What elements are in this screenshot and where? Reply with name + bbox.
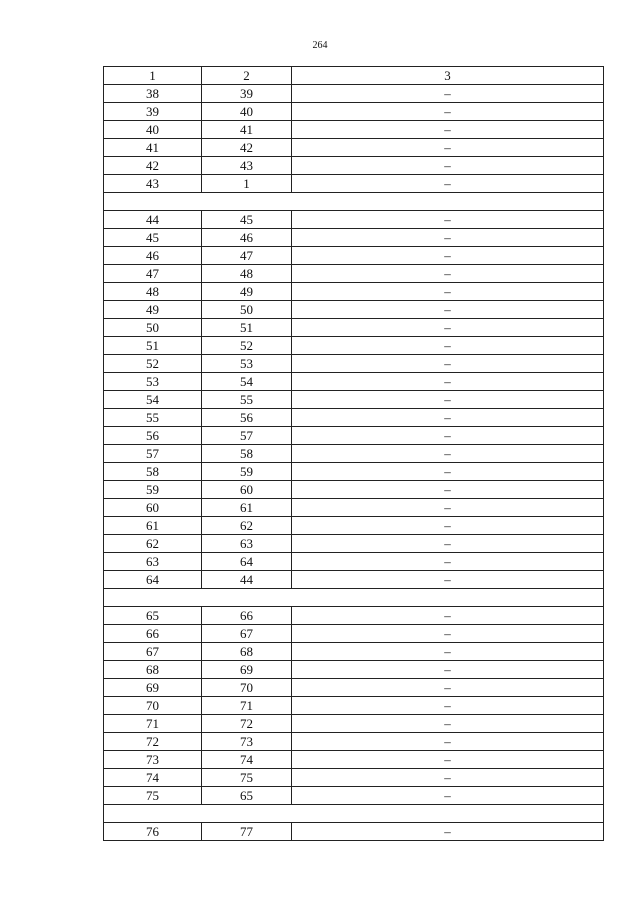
table-row bbox=[104, 661, 604, 679]
table-cell-col-3: – bbox=[292, 121, 604, 139]
table-cell-col-3: – bbox=[292, 337, 604, 355]
table-row bbox=[104, 643, 604, 661]
table-cell-col-1: 48 bbox=[104, 283, 202, 301]
table-cell-col-3: – bbox=[292, 679, 604, 697]
table-cell-col-2: 56 bbox=[202, 409, 292, 427]
table-row bbox=[104, 319, 604, 337]
table-cell-col-1: 59 bbox=[104, 481, 202, 499]
table-cell-col-3: – bbox=[292, 643, 604, 661]
table-cell-col-3: – bbox=[292, 427, 604, 445]
table-cell-col-3: – bbox=[292, 787, 604, 805]
table-cell-col-3: – bbox=[292, 247, 604, 265]
table-cell-col-1: 71 bbox=[104, 715, 202, 733]
table-cell-col-2: 51 bbox=[202, 319, 292, 337]
table-cell-col-2: 73 bbox=[202, 733, 292, 751]
table-cell-col-2: 70 bbox=[202, 679, 292, 697]
table-cell-col-2: 67 bbox=[202, 625, 292, 643]
table-cell-col-2: 58 bbox=[202, 445, 292, 463]
table-row bbox=[104, 391, 604, 409]
table-cell-col-3: – bbox=[292, 733, 604, 751]
table-cell-col-2: 69 bbox=[202, 661, 292, 679]
table-cell-col-1: 65 bbox=[104, 607, 202, 625]
table-cell-col-3: – bbox=[292, 391, 604, 409]
separator-cell bbox=[104, 193, 604, 211]
table-row bbox=[104, 553, 604, 571]
table-cell-col-1: 52 bbox=[104, 355, 202, 373]
table-row bbox=[104, 247, 604, 265]
table-cell-col-3: – bbox=[292, 499, 604, 517]
table-cell-col-1: 47 bbox=[104, 265, 202, 283]
table-cell-col-1: 64 bbox=[104, 571, 202, 589]
data-table bbox=[103, 66, 604, 841]
table-cell-col-1: 75 bbox=[104, 787, 202, 805]
table-cell-col-3: – bbox=[292, 283, 604, 301]
table-row bbox=[104, 481, 604, 499]
table-cell-col-3: – bbox=[292, 139, 604, 157]
table-row bbox=[104, 787, 604, 805]
table-cell-col-2: 65 bbox=[202, 787, 292, 805]
table-cell-col-1: 44 bbox=[104, 211, 202, 229]
table-cell-col-1: 70 bbox=[104, 697, 202, 715]
table-row bbox=[104, 265, 604, 283]
table-cell-col-3: – bbox=[292, 157, 604, 175]
table-cell-col-1: 55 bbox=[104, 409, 202, 427]
table-cell-col-2: 42 bbox=[202, 139, 292, 157]
table-cell-col-3: – bbox=[292, 355, 604, 373]
table-cell-col-2: 60 bbox=[202, 481, 292, 499]
table-row bbox=[104, 535, 604, 553]
table-cell-col-3: – bbox=[292, 715, 604, 733]
table-cell-col-2: 43 bbox=[202, 157, 292, 175]
table-cell-col-2: 59 bbox=[202, 463, 292, 481]
table-cell-col-1: 63 bbox=[104, 553, 202, 571]
table-cell-col-2: 66 bbox=[202, 607, 292, 625]
table-cell-col-2: 53 bbox=[202, 355, 292, 373]
table-row bbox=[104, 517, 604, 535]
table-row bbox=[104, 157, 604, 175]
table-body bbox=[104, 67, 604, 841]
table-cell-col-2: 77 bbox=[202, 823, 292, 841]
table-cell-col-2: 55 bbox=[202, 391, 292, 409]
table-cell-col-2: 39 bbox=[202, 85, 292, 103]
table-row bbox=[104, 463, 604, 481]
table-cell-col-2: 64 bbox=[202, 553, 292, 571]
table-row bbox=[104, 409, 604, 427]
table-cell-col-2: 54 bbox=[202, 373, 292, 391]
table-cell-col-3: – bbox=[292, 211, 604, 229]
table-cell-col-2: 75 bbox=[202, 769, 292, 787]
table-row bbox=[104, 337, 604, 355]
table-cell-col-3: – bbox=[292, 373, 604, 391]
table-cell-col-1: 46 bbox=[104, 247, 202, 265]
table-cell-col-2: 44 bbox=[202, 571, 292, 589]
table-row bbox=[104, 85, 604, 103]
table-cell-col-3: – bbox=[292, 535, 604, 553]
table-cell-col-3: – bbox=[292, 265, 604, 283]
table-cell-col-3: – bbox=[292, 823, 604, 841]
page-number: 264 bbox=[312, 40, 328, 51]
table-cell-col-1: 53 bbox=[104, 373, 202, 391]
table-cell-col-1: 73 bbox=[104, 751, 202, 769]
table-cell-col-1: 50 bbox=[104, 319, 202, 337]
table-cell-col-2: 41 bbox=[202, 121, 292, 139]
table-cell-col-1: 66 bbox=[104, 625, 202, 643]
table-cell-col-3: – bbox=[292, 661, 604, 679]
table-row bbox=[104, 355, 604, 373]
table-cell-col-1: 51 bbox=[104, 337, 202, 355]
table-row bbox=[104, 715, 604, 733]
table-cell-col-1: 56 bbox=[104, 427, 202, 445]
table-cell-col-3: – bbox=[292, 751, 604, 769]
table-row bbox=[104, 283, 604, 301]
table-cell-col-2: 47 bbox=[202, 247, 292, 265]
table-cell-col-2: 68 bbox=[202, 643, 292, 661]
table-cell-col-1: 57 bbox=[104, 445, 202, 463]
table-cell-col-1: 61 bbox=[104, 517, 202, 535]
table-row bbox=[104, 679, 604, 697]
table-row bbox=[104, 229, 604, 247]
table-cell-col-2: 61 bbox=[202, 499, 292, 517]
group-separator-row bbox=[104, 589, 604, 607]
table-cell-col-3: – bbox=[292, 319, 604, 337]
table-row bbox=[104, 373, 604, 391]
table-cell-col-3: – bbox=[292, 517, 604, 535]
table-cell-col-1: 41 bbox=[104, 139, 202, 157]
separator-cell bbox=[104, 805, 604, 823]
table-cell-col-2: 49 bbox=[202, 283, 292, 301]
table-cell-col-1: 42 bbox=[104, 157, 202, 175]
header-cell-3: 3 bbox=[292, 67, 604, 85]
table-cell-col-2: 1 bbox=[202, 175, 292, 193]
table-cell-col-2: 72 bbox=[202, 715, 292, 733]
table-row bbox=[104, 427, 604, 445]
table-cell-col-3: – bbox=[292, 409, 604, 427]
table-cell-col-3: – bbox=[292, 103, 604, 121]
table-cell-col-3: – bbox=[292, 571, 604, 589]
table-cell-col-1: 58 bbox=[104, 463, 202, 481]
table-row bbox=[104, 445, 604, 463]
table-row bbox=[104, 769, 604, 787]
table-cell-col-3: – bbox=[292, 175, 604, 193]
table-cell-col-1: 68 bbox=[104, 661, 202, 679]
table-cell-col-2: 40 bbox=[202, 103, 292, 121]
table-cell-col-2: 62 bbox=[202, 517, 292, 535]
table-cell-col-3: – bbox=[292, 463, 604, 481]
table-row bbox=[104, 121, 604, 139]
table-row bbox=[104, 571, 604, 589]
table-cell-col-1: 76 bbox=[104, 823, 202, 841]
table-cell-col-3: – bbox=[292, 607, 604, 625]
table-row bbox=[104, 499, 604, 517]
table-cell-col-3: – bbox=[292, 445, 604, 463]
table-row bbox=[104, 751, 604, 769]
table-cell-col-2: 74 bbox=[202, 751, 292, 769]
table-cell-col-1: 60 bbox=[104, 499, 202, 517]
table-cell-col-1: 49 bbox=[104, 301, 202, 319]
group-separator-row bbox=[104, 805, 604, 823]
table-cell-col-1: 45 bbox=[104, 229, 202, 247]
table-cell-col-2: 50 bbox=[202, 301, 292, 319]
table-cell-col-1: 43 bbox=[104, 175, 202, 193]
table-cell-col-2: 57 bbox=[202, 427, 292, 445]
table-row bbox=[104, 823, 604, 841]
table-cell-col-1: 62 bbox=[104, 535, 202, 553]
table-cell-col-2: 48 bbox=[202, 265, 292, 283]
table-cell-col-3: – bbox=[292, 301, 604, 319]
table-row bbox=[104, 625, 604, 643]
table-cell-col-1: 69 bbox=[104, 679, 202, 697]
table-cell-col-2: 63 bbox=[202, 535, 292, 553]
table-cell-col-3: – bbox=[292, 481, 604, 499]
table-cell-col-2: 71 bbox=[202, 697, 292, 715]
table-cell-col-1: 38 bbox=[104, 85, 202, 103]
table-cell-col-1: 74 bbox=[104, 769, 202, 787]
table-cell-col-1: 54 bbox=[104, 391, 202, 409]
group-separator-row bbox=[104, 193, 604, 211]
table-row bbox=[104, 211, 604, 229]
table-cell-col-1: 72 bbox=[104, 733, 202, 751]
table-cell-col-1: 67 bbox=[104, 643, 202, 661]
table-row bbox=[104, 139, 604, 157]
table-cell-col-3: – bbox=[292, 85, 604, 103]
table-cell-col-3: – bbox=[292, 625, 604, 643]
table-cell-col-2: 45 bbox=[202, 211, 292, 229]
header-row bbox=[104, 67, 604, 85]
table-cell-col-3: – bbox=[292, 229, 604, 247]
table-cell-col-3: – bbox=[292, 553, 604, 571]
table-cell-col-1: 39 bbox=[104, 103, 202, 121]
separator-cell bbox=[104, 589, 604, 607]
table-cell-col-3: – bbox=[292, 697, 604, 715]
table-cell-col-2: 46 bbox=[202, 229, 292, 247]
table-cell-col-1: 40 bbox=[104, 121, 202, 139]
table-cell-col-2: 52 bbox=[202, 337, 292, 355]
table-row bbox=[104, 733, 604, 751]
table-row bbox=[104, 103, 604, 121]
header-cell-2: 2 bbox=[202, 67, 292, 85]
table-row bbox=[104, 607, 604, 625]
table-row bbox=[104, 697, 604, 715]
header-cell-1: 1 bbox=[104, 67, 202, 85]
table-cell-col-3: – bbox=[292, 769, 604, 787]
table-row bbox=[104, 175, 604, 193]
table-row bbox=[104, 301, 604, 319]
